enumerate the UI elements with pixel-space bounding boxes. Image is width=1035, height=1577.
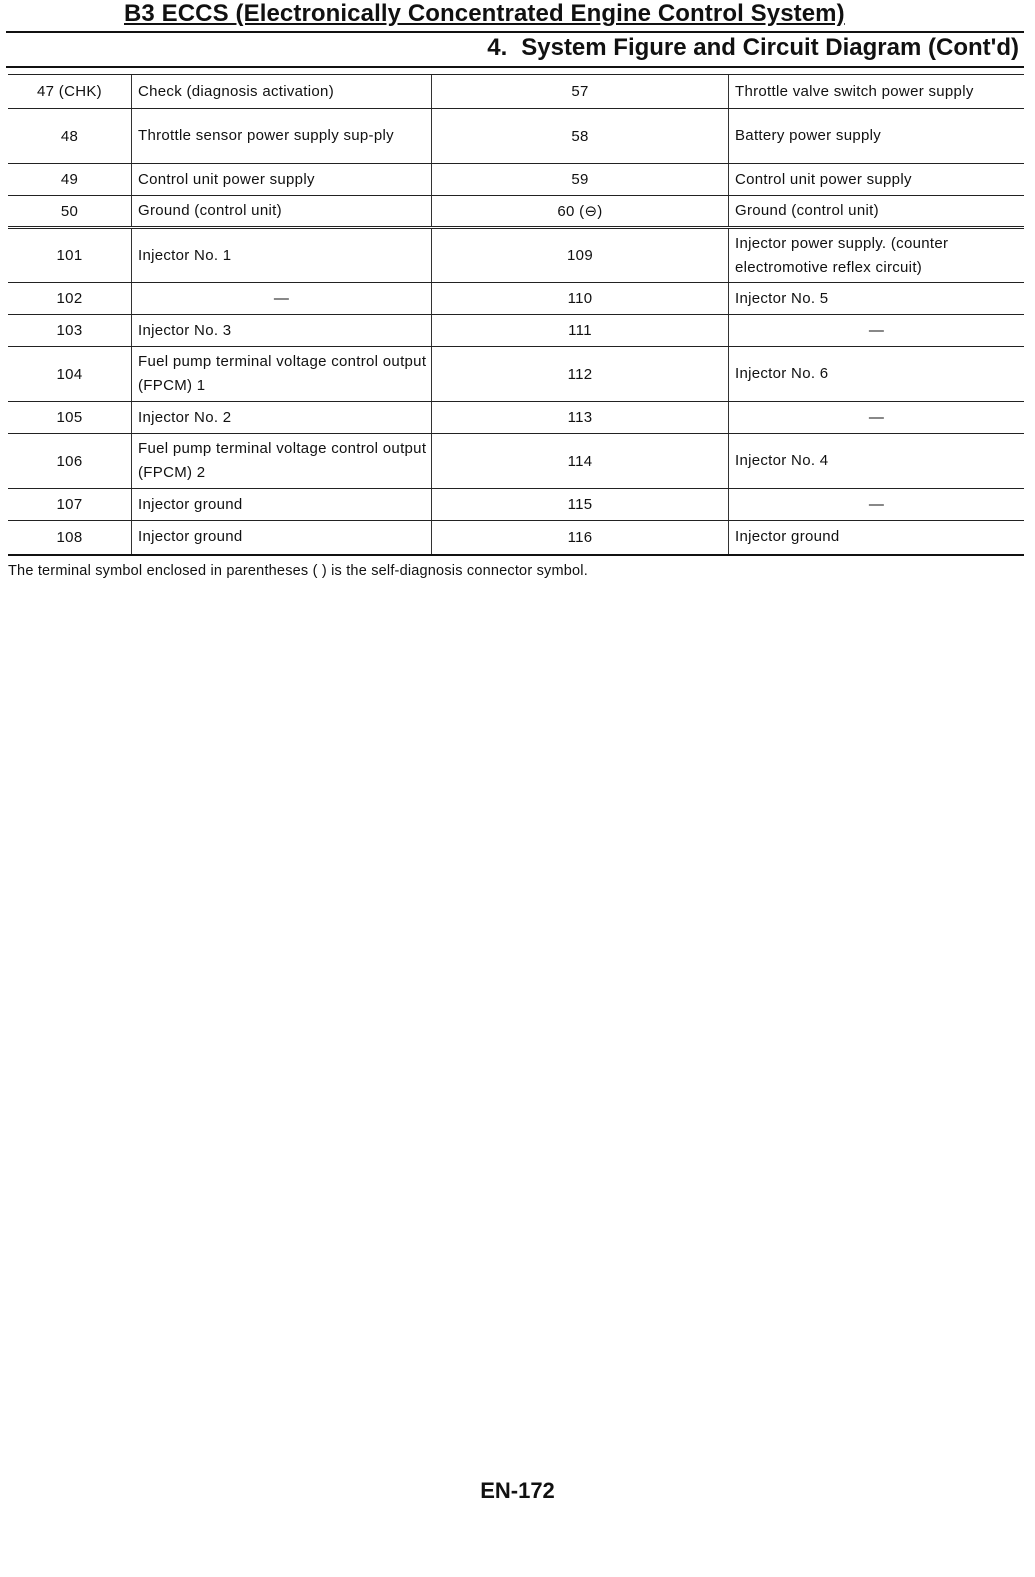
section-subtitle: [487, 34, 1019, 62]
terminal-description-cell: Fuel pump terminal voltage control output (FPCM) 2: [132, 434, 432, 489]
terminal-number-cell: 115: [432, 489, 729, 521]
terminal-description-cell: Injector No. 3: [132, 315, 432, 347]
terminal-number-cell: 109: [432, 228, 729, 283]
terminal-number-cell: 112: [432, 347, 729, 402]
terminal-description-cell: Battery power supply: [729, 109, 1025, 164]
table-row: [8, 489, 1024, 521]
terminal-number-cell: 102: [8, 283, 132, 315]
table-row: [8, 521, 1024, 555]
terminal-number-cell: 108: [8, 521, 132, 555]
table-row: [8, 315, 1024, 347]
table-row: [8, 164, 1024, 196]
table-row: [8, 347, 1024, 402]
terminal-description-cell: Injector No. 1: [132, 228, 432, 283]
terminal-description-cell: Throttle sensor power supply sup-ply: [132, 109, 432, 164]
terminal-number-cell: 110: [432, 283, 729, 315]
terminal-description-cell: —: [729, 315, 1025, 347]
table-row: [8, 228, 1024, 283]
terminal-description-cell: Throttle valve switch power supply: [729, 75, 1025, 109]
terminal-number-cell: 60 (⊖): [432, 196, 729, 228]
footnote: The terminal symbol enclosed in parentheses ( ) is the self-diagnosis connector symbol.: [8, 563, 588, 579]
terminal-table-body: [8, 75, 1024, 555]
terminal-number-cell: 107: [8, 489, 132, 521]
terminal-number-cell: 113: [432, 402, 729, 434]
table-row: [8, 434, 1024, 489]
terminal-number-cell: 106: [8, 434, 132, 489]
terminal-number-cell: 48: [8, 109, 132, 164]
document-title: B3 ECCS (Electronically Concentrated Engine Control System): [124, 0, 845, 27]
terminal-description-cell: Injector power supply. (counter electromotive reflex circuit): [729, 228, 1025, 283]
page-number: EN-172: [480, 1478, 555, 1503]
terminal-description-cell: Ground (control unit): [132, 196, 432, 228]
terminal-description-cell: Injector No. 6: [729, 347, 1025, 402]
terminal-description-cell: Injector No. 2: [132, 402, 432, 434]
terminal-number-cell: 58: [432, 109, 729, 164]
subtitle-rule: [6, 66, 1024, 68]
terminal-number-cell: 114: [432, 434, 729, 489]
terminal-number-cell: 59: [432, 164, 729, 196]
terminal-number-cell: 103: [8, 315, 132, 347]
terminal-number-cell: 101: [8, 228, 132, 283]
terminal-description-cell: Control unit power supply: [132, 164, 432, 196]
section-title: System Figure and Circuit Diagram (Cont'd): [521, 34, 1019, 61]
terminal-number-cell: 111: [432, 315, 729, 347]
section-number: 4.: [487, 34, 508, 61]
terminal-description-cell: Check (diagnosis activation): [132, 75, 432, 109]
table-row: [8, 196, 1024, 228]
terminal-description-cell: Ground (control unit): [729, 196, 1025, 228]
terminal-number-cell: 47 (CHK): [8, 75, 132, 109]
terminal-description-cell: Injector No. 5: [729, 283, 1025, 315]
table-row: [8, 402, 1024, 434]
table-row: [8, 109, 1024, 164]
terminal-number-cell: 50: [8, 196, 132, 228]
terminal-description-cell: —: [729, 489, 1025, 521]
title-rule: [6, 31, 1024, 33]
terminal-description-cell: Injector ground: [729, 521, 1025, 555]
terminal-number-cell: 116: [432, 521, 729, 555]
terminal-number-cell: 105: [8, 402, 132, 434]
terminal-description-cell: Injector ground: [132, 521, 432, 555]
terminal-description-cell: Fuel pump terminal voltage control output (FPCM) 1: [132, 347, 432, 402]
terminal-number-cell: 49: [8, 164, 132, 196]
terminal-description-cell: Control unit power supply: [729, 164, 1025, 196]
terminal-number-cell: 104: [8, 347, 132, 402]
terminal-description-cell: Injector No. 4: [729, 434, 1025, 489]
terminal-table: [8, 74, 1024, 556]
table-row: [8, 283, 1024, 315]
terminal-description-cell: Injector ground: [132, 489, 432, 521]
terminal-description-cell: —: [132, 283, 432, 315]
terminal-description-cell: —: [729, 402, 1025, 434]
table-row: [8, 75, 1024, 109]
terminal-number-cell: 57: [432, 75, 729, 109]
